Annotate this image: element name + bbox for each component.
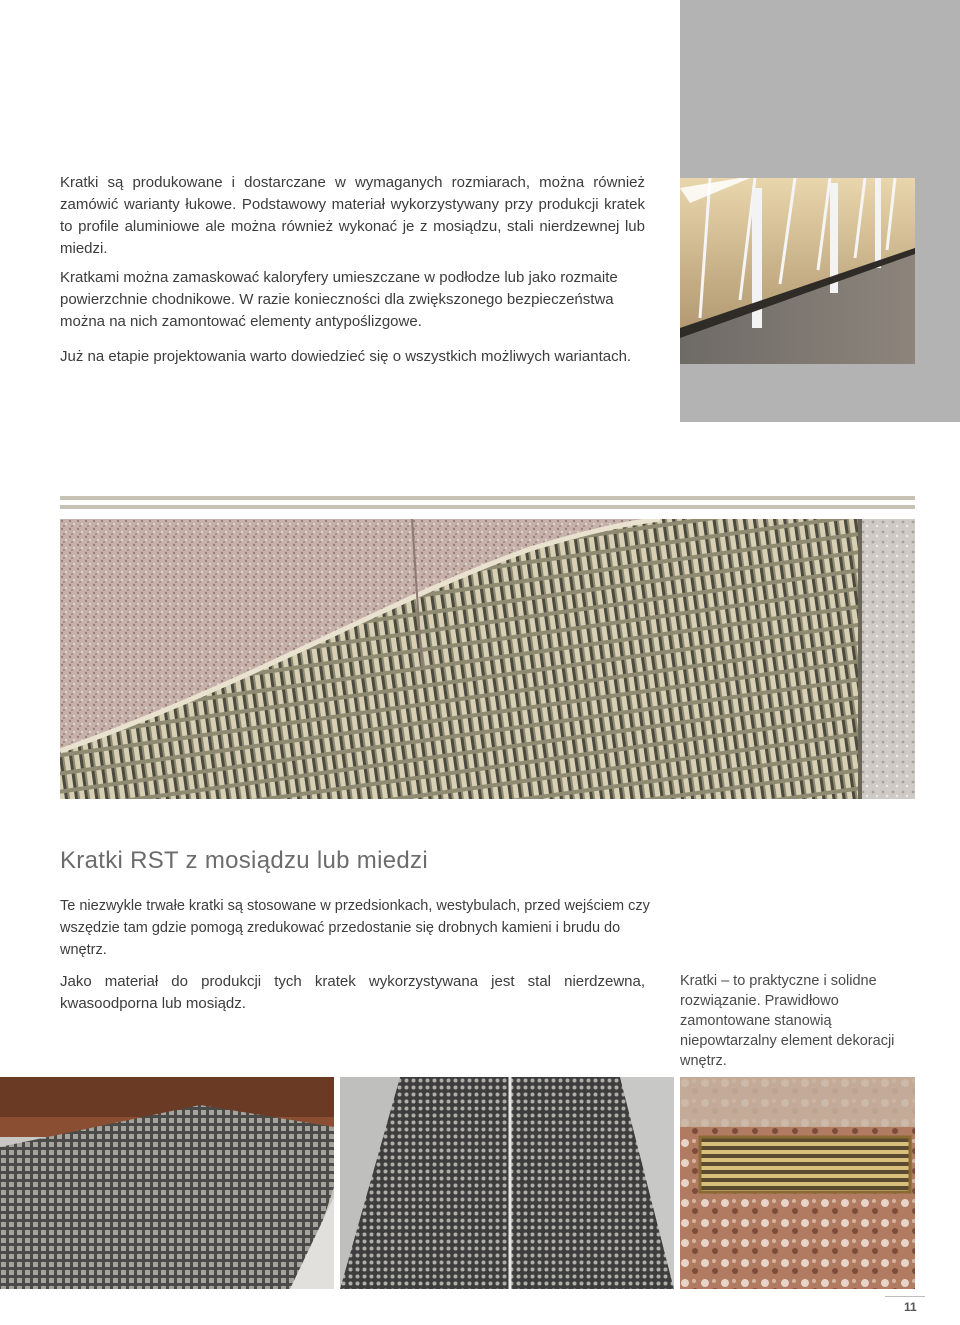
section-heading: Kratki RST z mosiądzu lub miedzi	[60, 847, 428, 874]
page-number-rule	[885, 1296, 925, 1297]
divider-stripe-bottom	[60, 505, 915, 509]
intro-paragraph-1: Kratki są produkowane i dostarczane w wymaganych rozmiarach, można również zamówić warianty łukowe. Podstawowy materiał wykorzystywany przy produkcji kratek to profile aluminiowe ale można również wykonać je z mosiądzu, stali nierdzewnej lub miedzi.	[60, 174, 645, 257]
brass-grate-marble-illustration	[680, 1077, 915, 1289]
grate-granite-photo	[60, 519, 915, 799]
double-grate-mat-illustration	[340, 1077, 674, 1289]
photo-caption: Kratki – to praktyczne i solidne rozwiązanie. Prawidłowo zamontowane stanowią niepowtarzalny element dekoracji wnętrz.	[680, 973, 895, 1069]
intro-paragraph-2: Kratkami można zamaskować kaloryfery umieszczane w podłodze lub jako rozmaite powierzchnie chodnikowe. W razie konieczności dla zwiększonego bezpieczeństwa można na nich zamontować elementy antypoślizgowe.	[60, 269, 618, 330]
divider-stripe-top	[60, 496, 915, 500]
facade-photo	[680, 178, 915, 364]
facade-photo-illustration	[680, 178, 915, 364]
entrance-mat-photo	[0, 1077, 334, 1289]
intro-paragraph-3: Już na etapie projektowania warto dowiedzieć się o wszystkich możliwych wariantach.	[60, 348, 632, 365]
page-number: 11	[904, 1300, 917, 1314]
section-paragraph-1: Te niezwykle trwałe kratki są stosowane w przedsionkach, westybulach, przed wejściem czy wszędzie tam gdzie pomogą zredukować przedostanie się drobnych kamieni i brudu do wnętrz.	[60, 898, 650, 958]
entrance-mat-illustration	[0, 1077, 334, 1289]
brass-grate-marble-photo	[680, 1077, 915, 1289]
grate-granite-illustration	[60, 519, 915, 799]
section-paragraph-2: Jako materiał do produkcji tych kratek wykorzystywana jest stal nierdzewna, kwasoodporna lub mosiądz.	[60, 973, 645, 1012]
double-grate-mat-photo	[340, 1077, 674, 1289]
